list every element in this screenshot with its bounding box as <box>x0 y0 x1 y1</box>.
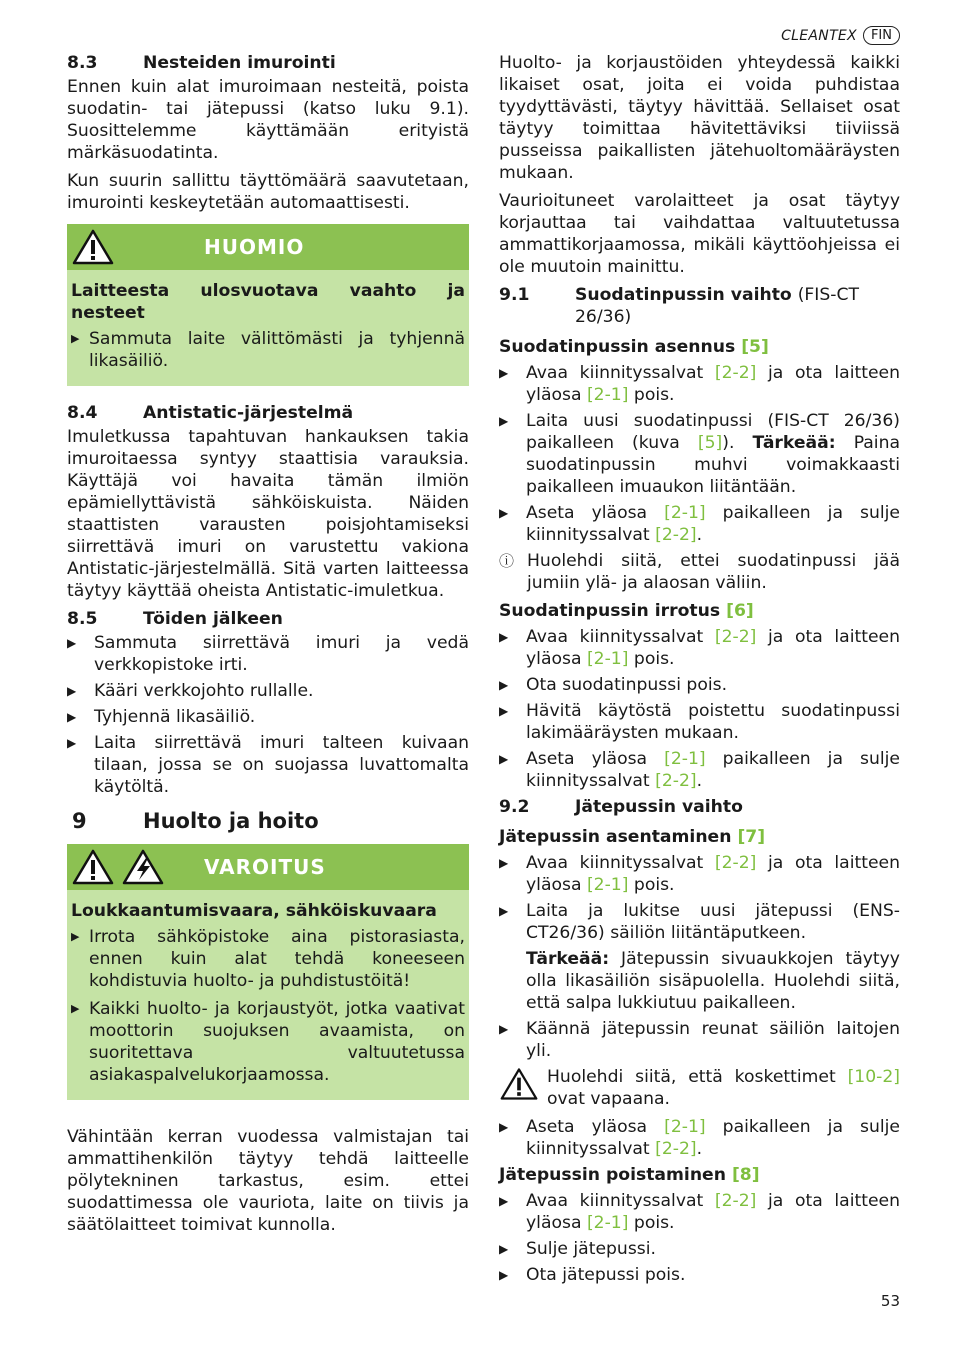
list-item: ▶ Avaa kiinnityssalvat [2-2] ja ota laitteen yläosa [2-1] pois. <box>499 626 900 670</box>
list-item: ▶ Ota suodatinpussi pois. <box>499 674 900 696</box>
figure-ref: [5] <box>741 337 769 357</box>
list-item: ▶ Sammuta siirrettävä imuri ja vedä verkkopistoke irti. <box>67 632 469 676</box>
page-header <box>781 26 900 45</box>
list-item: ▶ Irrota sähköpistoke aina pistorasiasta, ennen kuin alat tehdä koneeseen kohdistuvia huolto- ja puhdistustöitä! <box>71 926 465 992</box>
subheading: Jätepussin asentaminen [7] <box>499 827 766 847</box>
list-item: ▶ Aseta yläosa [2-1] paikalleen ja sulje kiinnityssalvat [2-2]. <box>499 748 900 792</box>
list-item: ▶ Tyhjennä likasäiliö. <box>67 706 469 728</box>
paragraph: Ennen kuin alat imuroimaan nesteitä, poista suodatin- tai jätepussi (katso luku 9.1). Suosittelemme käyttämään erityistä märkäsuodatinta. <box>67 77 469 163</box>
section-8-4-heading: 8.4 Antistatic-järjestelmä <box>67 403 354 423</box>
list-item: ▶ Kaikki huolto- ja korjaustyöt, jotka vaativat moottorin suojuksen avaamista, on suoritettava valtuutetussa asiakaspalvelukorjaamossa. <box>71 998 465 1086</box>
figure-ref: [8] <box>731 1165 760 1185</box>
section-8-5-heading: 8.5 Töiden jälkeen <box>67 609 283 629</box>
list-item: ▶ Sulje jätepussi. <box>499 1238 900 1260</box>
paragraph: Kun suurin sallittu täyttömäärä saavutetaan, imurointi keskeytetään automaattisesti. <box>67 171 469 213</box>
list-item: ▶ Käännä jätepussin reunat säiliön laitojen yli. <box>499 1018 900 1062</box>
section-9-2-heading: 9.2 Jätepussin vaihto <box>499 797 743 817</box>
list-item: ▶ Aseta yläosa [2-1] paikalleen ja sulje kiinnityssalvat [2-2]. <box>499 502 900 546</box>
caution-note: Huolehdi siitä, että koskettimet [10-2] ovat vapaana. <box>499 1066 900 1110</box>
info-note: ⓘ Huolehdi siitä, ettei suodatinpussi jää jumiin ylä- ja alaosan väliin. <box>499 551 900 593</box>
figure-ref: [7] <box>737 827 766 847</box>
paragraph: Imuletkussa tapahtuvan hankauksen takia imuroitaessa syntyy staattisia varauksia. Käyttäjä voi havaita tämän ilmiön epämiellyttävistä sähköiskuista. Näiden staattisten varausten poisjohtamiseksi siirrettävä imuri on varustettu vakiona Antistatic-järjestelmällä. Sitä varten laitteessa täytyy käyttää oheista Antistatic-imuletkua. <box>67 427 469 601</box>
list-item: ▶ Avaa kiinnityssalvat [2-2] ja ota laitteen yläosa [2-1] pois. <box>499 852 900 896</box>
warning-triangle-icon <box>499 1066 539 1102</box>
section-8-3-heading: 8.3 Nesteiden imurointi <box>67 53 336 73</box>
caution-heading: Laitteesta ulosvuotava vaahto ja nesteet <box>71 281 465 323</box>
language-badge: FIN <box>863 26 900 45</box>
important-note: Tärkeää: Jätepussin sivuaukkojen täytyy olla likasäiliön sisäpuolella. Huolehdi siitä, että salpa lukkiutuu paikalleen. <box>526 949 900 1013</box>
list-item: ▶ Ota jätepussi pois. <box>499 1264 900 1286</box>
paragraph: Huolto- ja korjaustöiden yhteydessä kaikki likaiset osat, joita ei voida puhdistaa tyydyttävästi, täytyy hävittää. Sellaiset osat täytyy toimittaa hävitettäviksi tiiviissä pusseissa paikallisten jätehuoltomääräysten mukaan. <box>499 53 900 183</box>
brand-name: CLEANTEX <box>781 27 857 44</box>
page-number: 53 <box>880 1292 900 1310</box>
left-column <box>67 52 469 1242</box>
section-9-1-heading: 9.1 Suodatinpussin vaihto (FIS-CT 26/36) <box>499 285 859 327</box>
subheading: Suodatinpussin asennus [5] <box>499 337 769 357</box>
warning-triangle-icon <box>71 848 115 886</box>
list-item: ▶ Laita siirrettävä imuri talteen kuivaan tilaan, jossa se on suojassa luvattomalta käytöltä. <box>67 732 469 798</box>
list-item: ▶ Avaa kiinnityssalvat [2-2] ja ota laitteen yläosa [2-1] pois. <box>499 1190 900 1234</box>
paragraph: Vähintään kerran vuodessa valmistajan tai ammattihenkilön täytyy tehdä laitteelle pölytekninen tarkastus, esim. ettei suodattimessa ole vauriota, laite on tiivis ja säätölaitteet toimivat kunnolla. <box>67 1127 469 1235</box>
caution-box <box>67 224 469 386</box>
paragraph: Vaurioituneet varolaitteet ja osat täytyy korjauttaa tai vaihdattaa valtuutetussa ammattikorjaamossa, mikäli käyttöohjeissa ei ole muutoin mainittu. <box>499 191 900 277</box>
list-item: ▶ Avaa kiinnityssalvat [2-2] ja ota laitteen yläosa [2-1] pois. <box>499 362 900 406</box>
warning-title: VAROITUS <box>204 855 326 879</box>
electric-hazard-icon <box>121 848 165 886</box>
list-item: ▶ Laita uusi suodatinpussi (FIS-CT 26/36) paikalleen (kuva [5]). Tärkeää: Paina suodatinpussin muhvi voimakkaasti paikalleen imuaukon liitäntään. <box>499 410 900 498</box>
section-9-heading: 9 Huolto ja hoito <box>72 809 319 833</box>
list-item: ▶ Aseta yläosa [2-1] paikalleen ja sulje kiinnityssalvat [2-2]. <box>499 1116 900 1160</box>
warning-heading: Loukkaantumisvaara, sähköiskuvaara <box>71 901 437 921</box>
warning-box <box>67 844 469 1100</box>
caution-title: HUOMIO <box>204 235 305 259</box>
right-column <box>499 52 900 1290</box>
list-item: ▶ Hävitä käytöstä poistettu suodatinpussi lakimääräysten mukaan. <box>499 700 900 744</box>
figure-ref: [6] <box>726 601 754 621</box>
info-icon: ⓘ <box>499 552 515 570</box>
subheading: Suodatinpussin irrotus [6] <box>499 601 754 621</box>
list-item: ▶ Kääri verkkojohto rullalle. <box>67 680 469 702</box>
list-item: ▶ Laita ja lukitse uusi jätepussi (ENS-CT26/36) säiliön liitäntäputkeen. <box>499 900 900 944</box>
list-item: ▶ Sammuta laite välittömästi ja tyhjennä likasäiliö. <box>71 328 465 372</box>
subheading: Jätepussin poistaminen [8] <box>499 1165 760 1185</box>
warning-triangle-icon <box>71 228 115 266</box>
